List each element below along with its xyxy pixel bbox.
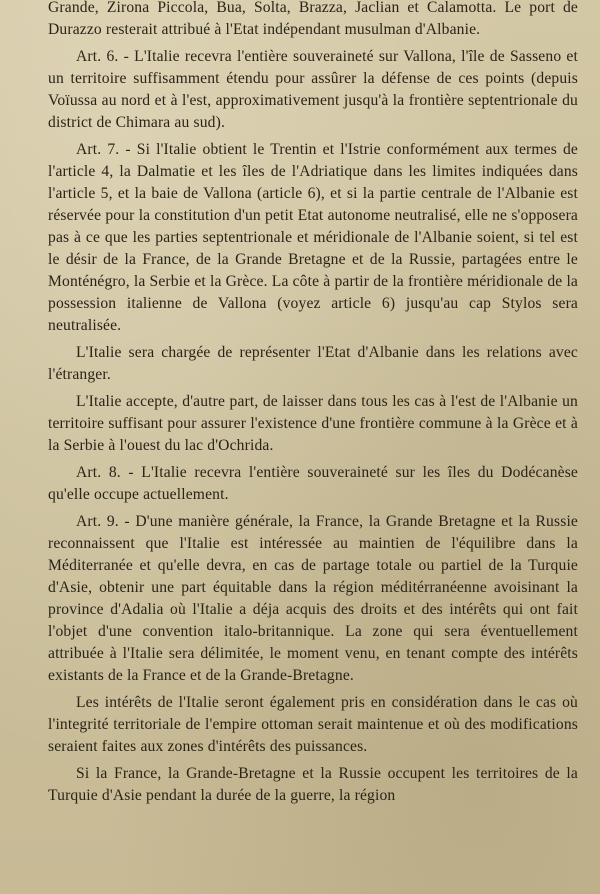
paragraph-continuation: Grande, Zirona Piccola, Bua, Solta, Brazza, Jaclian et Calamotta. Le port de Durazzo resterait attribué à l'Etat indépendant musulman d'Albanie. (48, 0, 578, 38)
paragraph-article-9: Art. 9. - D'une manière générale, la France, la Grande Bretagne et la Russie reconnaissent que l'Italie est intéressée au maintien de l'équilibre dans la Méditerranée et qu'elle devra, en cas de partage totale ou partiel de la Turquie d'Asie, obtenir une part équitable dans la région méditérranéenne avoisinant la province d'Adalia où l'Italie a déja acquis des droits et des intérêts qui ont fait l'objet d'une convention italo-britannique. La zone qui sera éventuellement attribuée à l'Italie sera délimitée, le moment venu, en tenant compte des intérêts existants de la France et de la Grande-Bretagne. (48, 513, 578, 684)
paragraph-article-8: Art. 8. - L'Italie recevra l'entière souveraineté sur les îles du Dodécanèse qu'elle occupe actuellement. (48, 464, 578, 503)
paragraph-article-7: Art. 7. - Si l'Italie obtient le Trentin et l'Istrie conformément aux termes de l'article 4, la Dalmatie et les îles de l'Adriatique dans les limites indiquées dans l'article 5, et la baie de Vallona (article 6), et si la partie centrale de l'Albanie est réservée pour la constitution d'un petit Etat autonome neutralisé, elle ne s'opposera pas à ce que les parties septentrionale et méridionale de l'Albanie soient, si tel est le désir de la France, de la Grande Bretagne et de la Russie, partagées entre le Monténégro, la Serbie et la Grèce. La côte à partir de la frontière méridionale de la possession italienne de Vallona (voyez article 6) jusqu'au cap Stylos sera neutralisée. (48, 141, 578, 334)
paragraph-albania-representation: L'Italie sera chargée de représenter l'Etat d'Albanie dans les relations avec l'étranger. (48, 344, 578, 383)
paragraph-ottoman-integrity: Les intérêts de l'Italie seront également pris en considération dans le cas où l'integrité territoriale de l'empire ottoman serait maintenue et où des modifications seraient faites aux zones d'intérêts des puissances. (48, 694, 578, 755)
paragraph-occupation: Si la France, la Grande-Bretagne et la Russie occupent les territoires de la Turquie d'Asie pendant la durée de la guerre, la région (48, 765, 578, 804)
paragraph-common-frontier: L'Italie accepte, d'autre part, de laisser dans tous les cas à l'est de l'Albanie un territoire suffisant pour assurer l'existence d'une frontière commune à la Grèce et à la Serbie à l'ouest du lac d'Ochrida. (48, 393, 578, 454)
paragraph-article-6: Art. 6. - L'Italie recevra l'entière souveraineté sur Vallona, l'île de Sasseno et un territoire suffisamment étendu pour assûrer la défense de ces points (depuis Voïussa au nord et à l'est, approximativement jusqu'à la frontière septentrionale du district de Chimara au sud). (48, 48, 578, 131)
